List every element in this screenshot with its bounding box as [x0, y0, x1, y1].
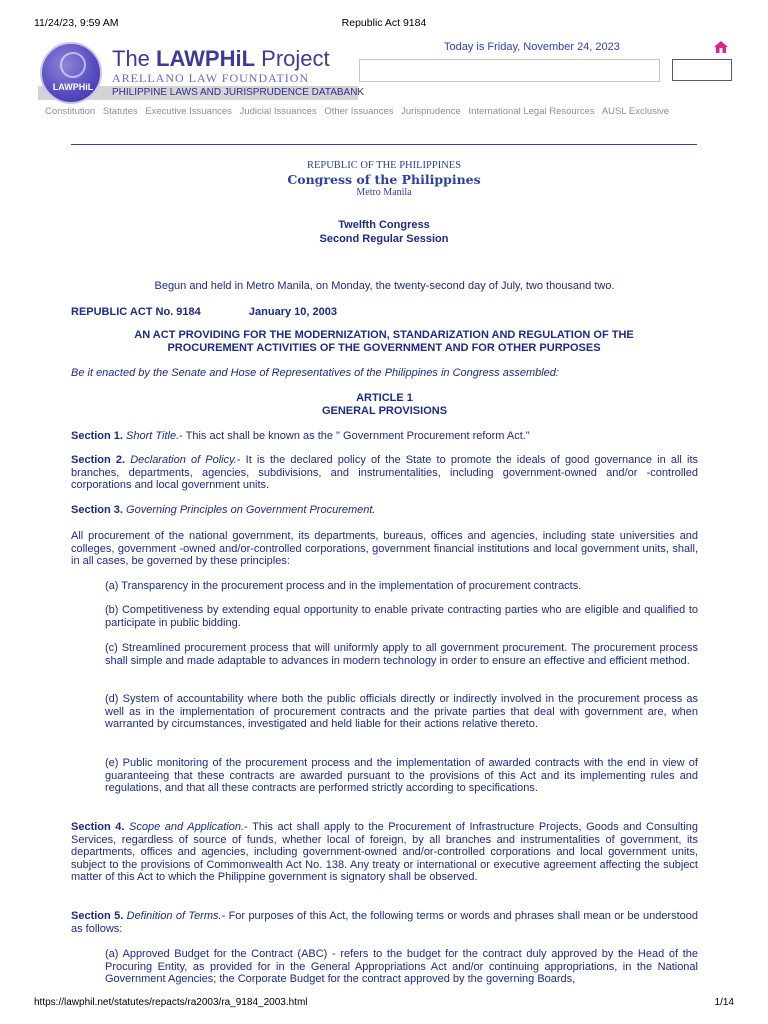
divider: [71, 144, 697, 145]
article-number: ARTICLE 1: [356, 392, 413, 404]
section-text: - It is the declared policy of the State to promote the ideals of good governance in all its branches, departments, agencies, subdivisions, and instrumentalities, including government-owned and/or -controlled corporations and local government units.: [71, 454, 698, 492]
section-text: - This act shall apply to the Procurement of Infrastructure Projects, Goods and Consulting Services, regardless of source of funds, whether local of foreign, by all branches and instrumentalities of government, its departments, offices and agencies, including government-owned and/or-controlled corporations and local government units, subject to the provisions of Commonwealth Act No. 138. Any treaty or international or executive agreement affecting the subject matter of this Act to which the Philippine government is signatory shall be observed.: [71, 821, 698, 884]
databank-label: PHILIPPINE LAWS AND JURISPRUDENCE DATABANK: [112, 87, 365, 98]
section-label: Section 1.: [71, 430, 123, 442]
act-number: REPUBLIC ACT No. 9184: [71, 306, 201, 318]
section-4: [71, 821, 698, 884]
metro-manila-line: Metro Manila: [356, 187, 412, 198]
main-nav: [45, 106, 738, 117]
begun-statement: Begun and held in Metro Manila, on Monday, the twenty-second day of July, two thousand two.: [154, 280, 615, 292]
page-url: https://lawphil.net/statutes/repacts/ra2003/ra_9184_2003.html: [34, 997, 308, 1008]
lawphil-seal-logo: [40, 42, 102, 104]
nav-item-judicial-issuances[interactable]: Judicial Issuances: [239, 106, 317, 117]
republic-line: REPUBLIC OF THE PHILIPPINES: [306, 160, 462, 171]
principle-b: (b) Competitiveness by extending equal opportunity to enable private contracting parties who are eligible and qualified to participate in public bidding.: [105, 604, 698, 629]
section-text: - This act shall be known as the " Government Procurement reform Act.": [179, 430, 530, 442]
principle-d: (d) System of accountability where both the public officials directly or indirectly involved in the procurement process as well as in the implementation of procurement contracts and the private parties that deal with government are, when warranted by circumstances, investigated and held liable for their actions relative thereto.: [105, 693, 698, 731]
site-title: [112, 46, 330, 72]
enacting-text: Be it enacted by the Senate and Hose of Representatives of the Philippines in Congress assembled: [71, 367, 556, 379]
act-number-line: [71, 306, 698, 319]
site-title-suffix: Project: [255, 46, 330, 71]
site-title-bold: LAWPHiL: [156, 46, 256, 71]
principle-e: (e) Public monitoring of the procurement process and the implementation of awarded contracts with the end in view of guaranteeing that these contracts are awarded pursuant to the provisions of this Act and its implementing rules and regulations, and that all these contracts are performed strictly according to specifications.: [105, 757, 698, 795]
search-input[interactable]: [359, 59, 660, 82]
section-heading: Governing Principles on Government Procurement.: [126, 504, 376, 516]
nav-item-jurisprudence[interactable]: Jurisprudence: [401, 106, 461, 117]
site-banner[interactable]: [38, 40, 365, 102]
congress-number: Twelfth Congress: [338, 219, 430, 231]
section-label: Section 5.: [71, 910, 124, 922]
section-5: [71, 910, 698, 935]
section-1: [71, 430, 698, 443]
section-2: [71, 454, 698, 492]
seal-label: LAWPHiL: [52, 82, 94, 92]
today-date: Today is Friday, November 24, 2023: [444, 41, 620, 53]
print-page-title: Republic Act 9184: [341, 17, 427, 29]
definition-a: (a) Approved Budget for the Contract (ABC) - refers to the budget for the contract duly approved by the Head of the Procuring Entity, as provided for in the General Appropriations Act and/or continuing appropriations, in the National Government Agencies; the Corporate Budget for the contract approved by the governing Boards,: [105, 948, 698, 986]
section-label: Section 4.: [71, 821, 125, 833]
enacting-clause: Be it enacted by the Senate and Hose of Representatives of the Philippines in Congress assembled:: [71, 367, 559, 379]
session-name: Second Regular Session: [319, 233, 449, 245]
nav-item-international-legal-resources[interactable]: International Legal Resources: [468, 106, 595, 117]
session-block: [0, 218, 768, 246]
nav-item-statutes[interactable]: Statutes: [102, 106, 138, 117]
section-3-intro: All procurement of the national government, its departments, bureaus, offices and agencies, including state universities and colleges, government -owned and/or-controlled corporations, government financial institutions and local government units, shall, in all cases, be governed by these principles:: [71, 530, 698, 568]
print-datetime: 11/24/23, 9:59 AM: [34, 17, 119, 29]
section-3: [71, 504, 698, 517]
section-heading: Definition of Terms.: [126, 910, 222, 922]
site-title-prefix: The: [112, 46, 157, 71]
site-subtitle: ARELLANO LAW FOUNDATION: [112, 71, 310, 85]
scales-of-justice-icon: [60, 52, 86, 78]
section-label: Section 2.: [71, 454, 126, 466]
section-heading: Declaration of Policy.: [130, 454, 237, 466]
nav-item-executive-issuances[interactable]: Executive Issuances: [145, 106, 232, 117]
act-date: January 10, 2003: [248, 306, 337, 318]
section-heading: Short Title.: [126, 430, 180, 442]
act-title: AN ACT PROVIDING FOR THE MODERNIZATION, STANDARIZATION AND REGULATION OF THE PROCUREMENT ACTIVITIES OF THE GOVERNMENT AND FOR OTHER PURPOSES: [134, 329, 634, 354]
principle-a: (a) Transparency in the procurement process and in the implementation of procurement contracts.: [105, 580, 582, 592]
section-heading: Scope and Application.: [129, 821, 245, 833]
nav-item-other-issuances[interactable]: Other Issuances: [324, 106, 394, 117]
nav-item-ausl-exclusive[interactable]: AUSL Exclusive: [601, 106, 670, 117]
nav-item-constitution[interactable]: Constitution: [45, 106, 96, 117]
home-icon[interactable]: [713, 40, 729, 54]
principle-c: (c) Streamlined procurement process that will uniformly apply to all government procurement. The procurement process shall simple and made adaptable to advances in modern technology in order to ensure an effective and efficient method.: [105, 642, 698, 667]
section-text: - For purposes of this Act, the following terms or words and phrases shall mean or be understood as follows:: [71, 910, 699, 935]
article-heading: [71, 392, 698, 417]
search-button[interactable]: [672, 59, 732, 81]
congress-line: Congress of the Philippines: [287, 172, 481, 187]
congress-header: [0, 160, 768, 198]
page-number: 1/14: [714, 997, 734, 1008]
article-title: GENERAL PROVISIONS: [321, 404, 448, 417]
section-label: Section 3.: [71, 504, 123, 516]
